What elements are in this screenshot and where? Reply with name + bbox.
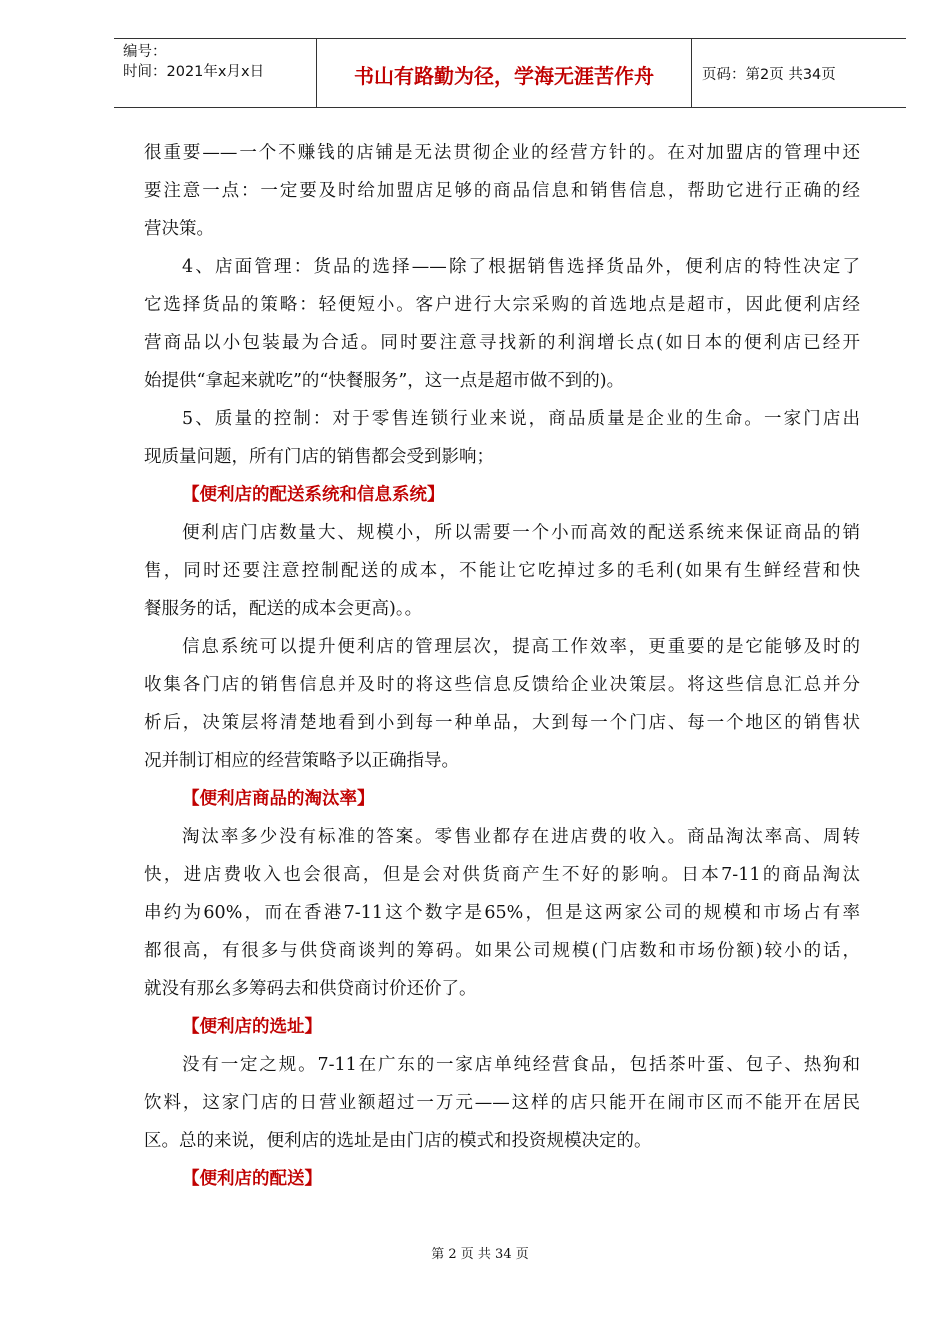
header-page-cell: [692, 39, 906, 107]
paragraph-line: 没有一定之规。7-11在广东的一家店单纯经营食品，包括茶叶蛋、包子、热狗和: [182, 1055, 860, 1075]
paragraph-line: 4、店面管理：货品的选择——除了根据销售选择货品外，便利店的特性决定了: [182, 257, 860, 277]
paragraph-line: 饮料，这家门店的日营业额超过一万元——这样的店只能开在闹市区而不能开在居民: [144, 1093, 860, 1113]
paragraph-line: 收集各门店的销售信息并及时的将这些信息反馈给企业决策层。将这些信息汇总并分: [144, 675, 860, 695]
paragraph-line: 区。总的来说，便利店的选址是由门店的模式和投资规模决定的。: [144, 1131, 652, 1151]
paragraph-line: 就没有那幺多筹码去和供贷商讨价还价了。: [144, 979, 477, 999]
section-heading-site-selection: 【便利店的选址】: [182, 1017, 322, 1037]
header-meta-cell: [114, 39, 316, 107]
paragraph-line: 现质量问题，所有门店的销售都会受到影响；: [144, 447, 494, 467]
section-heading-distribution-info: 【便利店的配送系统和信息系统】: [182, 485, 445, 505]
document-body: [144, 134, 860, 1198]
document-number-label: 编号：: [123, 44, 167, 60]
paragraph-line: 淘汰率多少没有标准的答案。零售业都存在进店费的收入。商品淘汰率高、周转: [182, 827, 860, 847]
paragraph-line: 始提供“拿起来就吃”的“快餐服务”，这一点是超市做不到的)。: [144, 371, 625, 391]
section-heading-elimination-rate: 【便利店商品的淘汰率】: [182, 789, 375, 809]
paragraph-line: 信息系统可以提升便利店的管理层次，提高工作效率，更重要的是它能够及时的: [182, 637, 860, 657]
paragraph-line: 很重要——一个不赚钱的店铺是无法贯彻企业的经营方针的。在对加盟店的管理中还: [144, 143, 860, 163]
paragraph-line: 5、质量的控制：对于零售连锁行业来说，商品质量是企业的生命。一家门店出: [182, 409, 860, 429]
page-header: [114, 38, 906, 108]
paragraph-line: 串约为60%，而在香港7-11这个数字是65%，但是这两家公司的规模和市场占有率: [144, 903, 860, 923]
paragraph-line: 售，同时还要注意控制配送的成本，不能让它吃掉过多的毛利(如果有生鲜经营和快: [144, 561, 860, 581]
document-time-label: 时间：2021年x月x日: [123, 64, 265, 80]
paragraph-line: 要注意一点：一定要及时给加盟店足够的商品信息和销售信息，帮助它进行正确的经: [144, 181, 860, 201]
page-footer: 第 2 页 共 34 页: [431, 1247, 529, 1262]
header-page-code: 页码：第2页 共34页: [702, 67, 836, 83]
paragraph-line: 况并制订相应的经营策略予以正确指导。: [144, 751, 459, 771]
paragraph-line: 都很高，有很多与供贷商谈判的筹码。如果公司规模(门店数和市场份额)较小的话，: [144, 941, 860, 961]
paragraph-line: 餐服务的话，配送的成本会更高)。。: [144, 599, 423, 619]
paragraph-line: 营决策。: [144, 219, 214, 239]
header-motto: 书山有路勤为径，学海无涯苦作舟: [354, 64, 654, 88]
paragraph-line: 它选择货品的策略：轻便短小。客户进行大宗采购的首选地点是超市，因此便利店经: [144, 295, 860, 315]
paragraph-line: 便利店门店数量大、规模小，所以需要一个小而高效的配送系统来保证商品的销: [182, 523, 860, 543]
paragraph-line: 快，进店费收入也会很高，但是会对供货商产生不好的影响。日本7-11的商品淘汰: [144, 865, 860, 885]
paragraph-line: 析后，决策层将清楚地看到小到每一种单品，大到每一个门店、每一个地区的销售状: [144, 713, 860, 733]
header-motto-cell: [316, 39, 692, 107]
section-heading-delivery: 【便利店的配送】: [182, 1169, 322, 1189]
paragraph-line: 营商品以小包装最为合适。同时要注意寻找新的利润增长点(如日本的便利店已经开: [144, 333, 860, 353]
